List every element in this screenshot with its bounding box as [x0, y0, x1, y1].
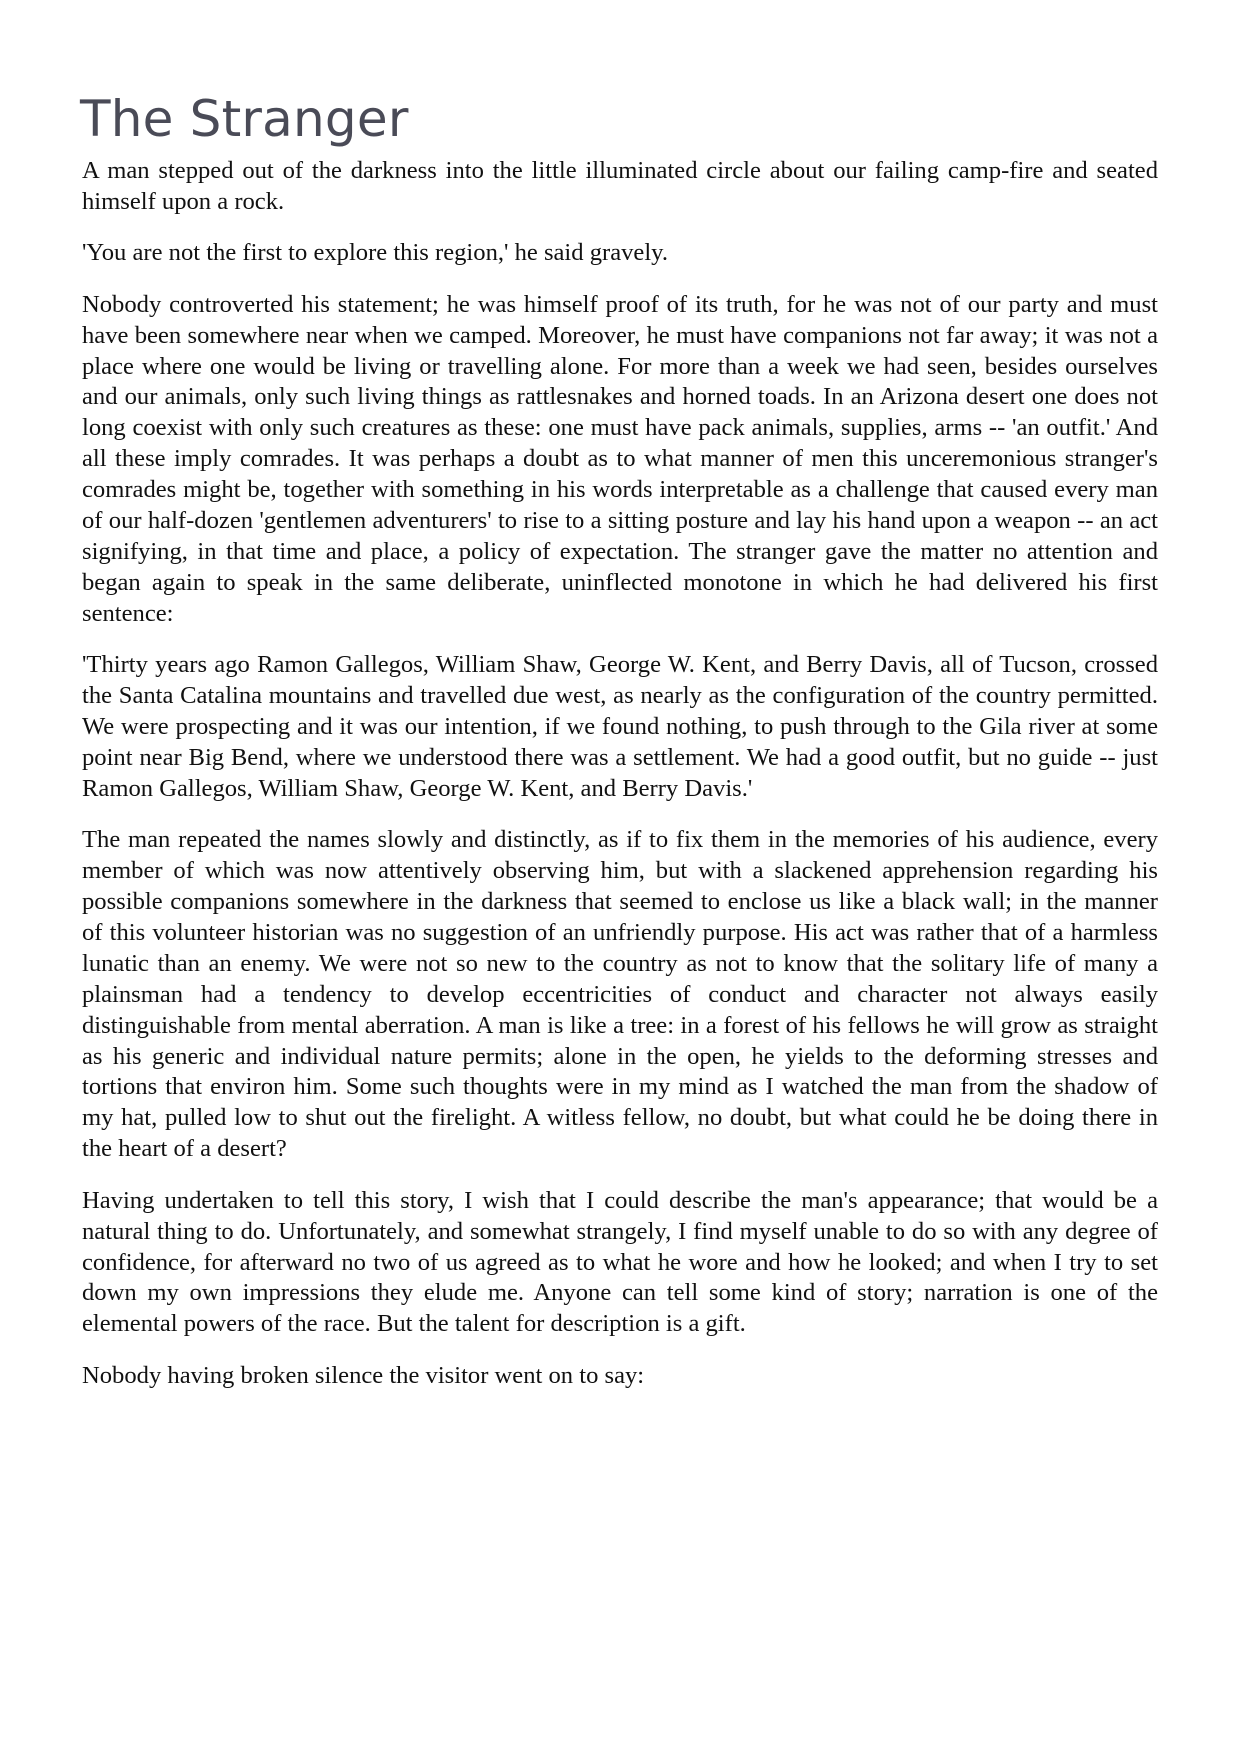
paragraph-1: A man stepped out of the darkness into the little illuminated circle about our failing camp-fire and seated himself upon a rock. [82, 157, 1158, 215]
document-page [82, 86, 1158, 1412]
paragraph-5: The man repeated the names slowly and distinctly, as if to fix them in the memories of his audience, every member of which was now attentively observing him, but with a slackened apprehension regarding his possible companions somewhere in the darkness that seemed to enclose us like a black wall; in the manner of this volunteer historian was no suggestion of an unfriendly purpose. His act was rather that of a harmless lunatic than an enemy. We were not so new to the country as not to know that the solitary life of many a plainsman had a tendency to develop eccentricities of conduct and character not always easily distinguishable from mental aberration. A man is like a tree: in a forest of his fellows he will grow as straight as his generic and individual nature permits; alone in the open, he yields to the deforming stresses and tortions that environ him. Some such thoughts were in my mind as I watched the man from the shadow of my hat, pulled low to shut out the firelight. A witless fellow, no doubt, but what could he be doing there in the heart of a desert? [82, 826, 1158, 1163]
paragraph-2: 'You are not the first to explore this region,' he said gravely. [82, 239, 669, 267]
paragraph-7: Nobody having broken silence the visitor went on to say: [82, 1361, 645, 1389]
paragraph-4: 'Thirty years ago Ramon Gallegos, William Shaw, George W. Kent, and Berry Davis, all of Tucson, crossed the Santa Catalina mountains and travelled due west, as nearly as the configuration of the country permitted. We were prospecting and it was our intention, if we found nothing, to push through to the Gila river at some point near Big Bend, where we understood there was a settlement. We had a good outfit, but no guide -- just Ramon Gallegos, William Shaw, George W. Kent, and Berry Davis.' [82, 651, 1158, 802]
paragraph-6: Having undertaken to tell this story, I wish that I could describe the man's appearance; that would be a natural thing to do. Unfortunately, and somewhat strangely, I find myself unable to do so with any degree of confidence, for afterward no two of us agreed as to what he wore and how he looked; and when I try to set down my own impressions they elude me. Anyone can tell some kind of story; narration is one of the elemental powers of the race. But the talent for description is a gift. [82, 1186, 1158, 1338]
page-title: The Stranger [80, 90, 409, 148]
paragraph-3: Nobody controverted his statement; he was himself proof of its truth, for he was not of our party and must have been somewhere near when we camped. Moreover, he must have companions not far away; it was not a place where one would be living or travelling alone. For more than a week we had seen, besides ourselves and our animals, only such living things as rattlesnakes and horned toads. In an Arizona desert one does not long coexist with only such creatures as these: one must have pack animals, supplies, arms -- 'an outfit.' And all these imply comrades. It was perhaps a doubt as to what manner of men this unceremonious stranger's comrades might be, together with something in his words interpretable as a challenge that caused every man of our half-dozen 'gentlemen adventurers' to rise to a sitting posture and lay his hand upon a weapon -- an act signifying, in that time and place, a policy of expectation. The stranger gave the matter no attention and began again to speak in the same deliberate, uninflected monotone in which he had delivered his first sentence: [82, 290, 1158, 627]
